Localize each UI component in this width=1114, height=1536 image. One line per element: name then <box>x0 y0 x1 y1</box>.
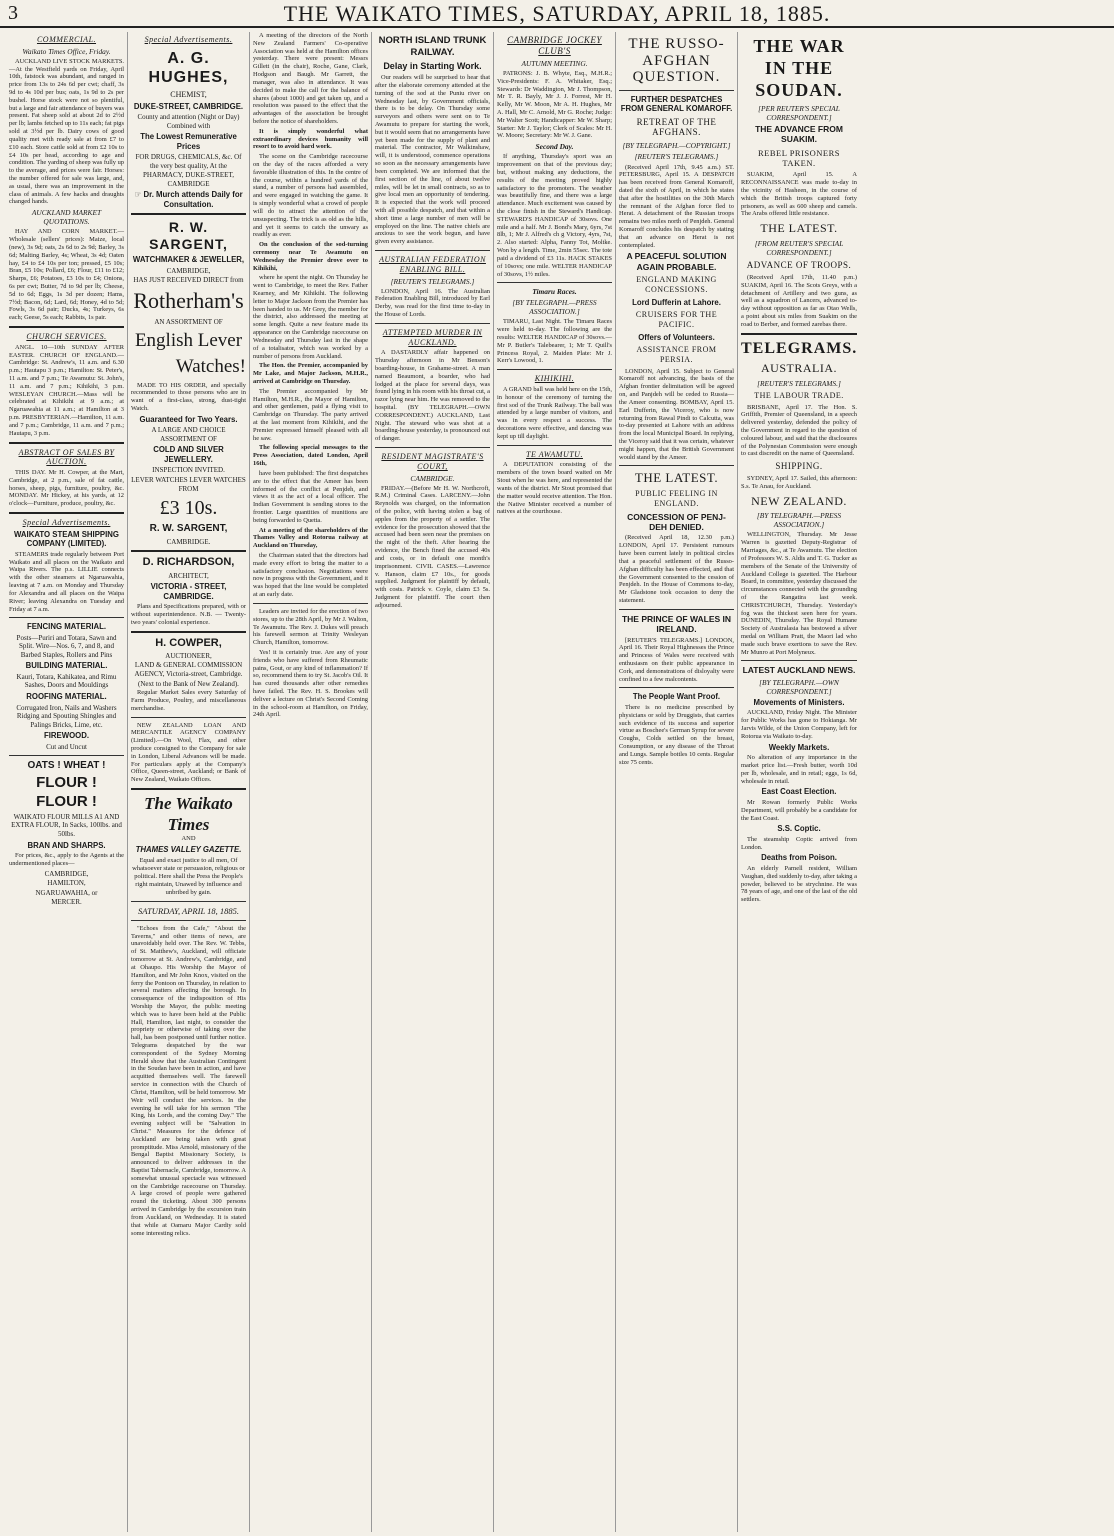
war-heading: THE WAR IN THE SOUDAN. <box>753 36 845 100</box>
local-news-text: "Echoes from the Cafe," "About the Taverns," and other items of news, are unavoidably held over. The Rev. W. Tebbs, of St. Matthew's, Auckland, will officiate tomorrow at St. Andrew's, Cambridge, and at Ohaupo. His Worship the Mayor of Hamilton, and Mr John Knox, visited on the ferry the Pontoon on Thursday, in relation to several matters affecting the borough. In consequence of the indisposition of His Worship the Mayor, the public meeting which was to have been held at the Public Hall, Hamilton, last night, to consider the propriety or otherwise of taking over the hall, has been postponed until further notice. Telegrams despatched by the war correspondent of the Sydney Morning Herald show that the Australian Contingent in the Soudan have been in action, and have acquitted themselves well. The farewell service in connection with the Church of Christ, Hamilton, will be held tomorrow. Mr Weir will conduct the services. In the evening he will take for his sermon "The King, his Lords, and the coming Day." The evening subject will be "Salvation in Christ." Measures for the defence of Auckland are being taken with great promptitude. Miss Arnold, missionary of the Bengal Baptist Missionary Society, is announced to deliver addresses in the Baptist Tabernacle, Cambridge, tomorrow. A somewhat unusual spectacle was witnessed on the Cambridge racecourse on Thursday. A large crowd of people were gathered round the ticketing. About 300 persons arrived in Cambridge by the excursion train from Auckland, on Wednesday. It is stated that while at Oamaru Major Cardiy sold some interesting relics. <box>131 924 246 1237</box>
abstract-text: THIS DAY. Mr H. Cowper, at the Mart, Cambridge, at 2 p.m., sale of fat cattle, horses, sheep, pigs, furniture, poultry, &c. MONDAY. Mr Hickey, at his yards, at 12 o'clock—Furniture, produce, poultry, &c. <box>9 469 124 508</box>
conclusion-text: where he spent the night. On Thursday he went to Cambridge, to meet the Rev. Father Kearney, and Mr Kihikihi. The following letter to Major Jackson from the Premier has been handed to us. Mr Grey, the member for the district, also addressed the meeting at some length. Quite a new feature made its appearance on the Cambridge racecourse on Wednesday and Thursday last in the shape of a totalisator, which was worked by a number of persons from Auckland. <box>253 274 368 360</box>
murder-text: A DASTARDLY affair happened on Thursday afternoon in Mr Benson's boarding-house, in Grahame-street. A man named Beaumont, a boarder, who had lodged at the place for several days, was found lying in his room with his throat cut, a razor lying near him. He was removed to the hospital. (BY TELEGRAPH.—OWN CORRESPONDENT.) AUCKLAND, Last Night. The steward who was shot at a boarding-house yesterday, is pronounced out of danger. <box>375 349 490 443</box>
divider <box>131 901 246 902</box>
telegrams-heading: TELEGRAMS. <box>741 339 858 357</box>
kihikihi-heading: KIHIKIHI. <box>534 374 575 384</box>
divider <box>619 687 734 688</box>
concession-heading: CONCESSION OF PENJ-DEH DENIED. <box>627 511 726 533</box>
new-zealand-sub: [BY TELEGRAPH.—PRESS ASSOCIATION.] <box>756 511 842 530</box>
prince-heading: THE PRINCE OF WALES IN IRELAND. <box>621 613 732 635</box>
court-text: FRIDAY.—(Before Mr H. W. Northcroft, R.M.) Criminal Cases. LARCENY.—John Reynolds was charged, on the information of the police, with having stolen a bag of apples from the property of a settler. The evidence for the prosecution showed that the accused had been seen near the premises on the night of the theft. After hearing the evidence, the Bench fined the accused 40s and costs, or in default one month's imprisonment. CIVIL CASES.—Lawrence v. Hanson, claim £7 10s., for goods supplied. Judgment for plaintiff by default, with costs. Patrick v. Coyle, claim £3 5s. Judgment for plaintiff. The court then adjourned. <box>375 484 490 609</box>
movements-heading: Movements of Ministers. <box>753 697 845 707</box>
place-cambridge: CAMBRIDGE, <box>44 869 89 878</box>
people-want-proof-heading: The People Want Proof. <box>632 692 721 702</box>
mills-text: WAIKATO FLOUR MILLS A1 AND EXTRA FLOUR, In Sacks, 100lbs. and 50lbs. <box>11 812 122 838</box>
cowper-name: H. COWPER, <box>155 636 222 649</box>
further-despatches: FURTHER DESPATCHES FROM GENERAL KOMAROFF. <box>620 94 733 113</box>
federation-heading: AUSTRALIAN FEDERATION ENABLING BILL. <box>379 255 486 274</box>
masthead <box>0 0 1114 28</box>
coptic-text: The steamship Coptic arrived from London. <box>741 835 857 851</box>
sargent-text-1: HAS JUST RECEIVED DIRECT from <box>133 276 244 285</box>
troops-text: (Received April 17th, 11.40 p.m.) SUAKIM, April 16. The Scots Greys, with a detachment of Artillery and two guns, as well as a squadron of Lancers, advanced to-day without opposition as far as Otao Wells, a point about six miles from Suakim on the road to Berber, and formed zarebas there. <box>741 273 857 328</box>
timaru-text: TIMARU, Last Night. The Timaru Races were held to-day. The following are the results: WELTER HANDICAP of 30sovs.—Mr P. Butler's Talebearer, 1; Mr T. Quill's Princess Royal, 2. Maiden Plate: Mr J. Kerr's Lowood, 1. <box>497 318 612 365</box>
timaru-sub: [BY TELEGRAPH.—PRESS ASSOCIATION.] <box>512 298 597 317</box>
te-awamutu-text: A DEPUTATION consisting of the members of the town board waited on Mr Stout when he was here, and represented the wants of the district. Mr Stout promised that the matter would receive attention. The Hon. the Native Minister received a number of natives at the courthouse. <box>497 461 612 516</box>
inspection: INSPECTION INVITED. <box>152 466 225 475</box>
divider <box>131 631 246 633</box>
prince-text: [REUTER'S TELEGRAMS.] LONDON, April 16. Their Royal Highnesses the Prince and Princess of Wales were received with enthusiasm on their public appearance in Cork, and demonstrations of disloyalty were confined to a few malcontents. <box>619 636 734 683</box>
lever-from: LEVER WATCHES LEVER WATCHES FROM <box>131 475 246 493</box>
flag-and: AND <box>181 835 196 843</box>
richardson-text: Plans and Specifications prepared, with or without superintendence. N.B. — Twenty-two years' colonial experience. <box>131 603 246 626</box>
divider <box>497 445 612 446</box>
divider <box>741 660 857 661</box>
new-zealand-heading: NEW ZEALAND. <box>751 493 847 508</box>
east-coast-heading: East Coast Election. <box>761 787 837 797</box>
second-day-heading: Second Day. <box>535 142 574 152</box>
sargent-title: WATCHMAKER & JEWELLER, <box>132 255 245 265</box>
column-advertisements <box>128 32 250 1532</box>
shareholders-text: the Chairman stated that the directors had made every effort to bring the matter to a satisfactory conclusion. Negotiations were now in progress with the Government, and it was hoped that the line would be completed at an early date. <box>253 552 368 599</box>
commercial-text: AUCKLAND LIVE STOCK MARKETS.—At the Westfield yards on Friday, April 10th, fatstock was abundant, and ranged in price from 13s to 24s 6d per cwt; chaff, 3s 9d to 4s 10d per bus; oats, 1s 9d to 2s per bushel. Horse stock were not so plentiful, but a large and fair attendance of buyers was present. Fat sheep sold at about 2d to 2½d per lb; lambs fetched up to 11s each; fat pigs sold at 3½d per lb. Dairy cows of good quality met with ready sale at from £7 to £10 each. Store cattle sold at from £2 10s to £4 10s per head, according to age and condition. The yarding of sheep was fully up to the average, and prices were fair. Horses: the number offered for sale was large, and, as usual, there was an improvement in the class of animals. A few hacks and draughts changed hands. <box>9 57 124 206</box>
richardson-address: VICTORIA - STREET, CAMBRIDGE. <box>150 582 227 601</box>
firewood-text: Cut and Uncut <box>46 742 87 751</box>
hughes-text-2: The Lowest Remunerative Prices <box>140 132 237 151</box>
building-heading: BUILDING MATERIAL. <box>25 661 108 671</box>
timaru-heading: Timaru Races. <box>532 287 577 297</box>
hughes-title: CHEMIST, <box>170 89 207 99</box>
cowper-text: Regular Market Sales every Saturday of Farm Produce, Poultry, and miscellaneous merchandise. <box>131 689 246 712</box>
wonderful-heading: It is simply wonderful what extraordinary devices humanity will resort to to avoid hard work. <box>253 127 368 151</box>
divider <box>9 326 124 328</box>
column-railway <box>372 32 494 1532</box>
flour-line: FLOUR ! FLOUR ! <box>36 774 97 810</box>
guaranteed: Guaranteed for Two Years. <box>139 414 238 424</box>
column-local-news <box>250 32 372 1532</box>
gold-silver: COLD AND SILVER JEWELLERY. <box>153 445 224 464</box>
dufferin-heading: Lord Dufferin at Lahore. <box>632 297 721 307</box>
conclusion-heading: On the conclusion of the sod-turning ceremony near Te Awamutu on Wednesday the Premier drove over to Kihikihi, <box>253 241 368 272</box>
commercial-heading: COMMERCIAL. <box>36 35 97 44</box>
english-lever: English Lever <box>134 330 243 352</box>
special-messages-text: have been published: The first despatches are to the effect that the Ameer has been informed of the conflict at Penjdeh, and views it as the act of a local officer. The Indian Government is sending stores to the frontier. Large quantities of munitions are being forwarded to Quetta. <box>253 469 368 524</box>
place-mercer: MERCER. <box>51 898 82 907</box>
england-concessions: ENGLAND MAKING CONCESSIONS. <box>636 275 717 294</box>
divider <box>619 90 734 91</box>
divider <box>741 333 857 335</box>
divider <box>375 447 490 448</box>
peace-text: LONDON, April 15. Subject to General Komaroff not advancing, the basis of the Afghan frontier delimitation will be agreed on, and Panjdeh will be ceded to Russia—the Ameer consenting. BOMBAY, April 15. Earl Dufferin, the Viceroy, who is now returning from Rawal Pindi to Calcutta, was to-day presented at Lahore with an address from the local Municipal Board. In replying, the Viceroy said that it was certain, whatever might happen, that the British Government would stand by the Ameer. <box>619 367 734 461</box>
murder-heading: ATTEMPTED MURDER IN AUCKLAND. <box>382 327 483 347</box>
divider <box>253 603 368 604</box>
newspaper-flag: The Waikato Times <box>144 794 233 834</box>
advance-heading: THE ADVANCE FROM SUAKIM. <box>755 123 843 145</box>
cowper-sub: LAND & GENERAL COMMISSION AGENCY, Victoria-street, Cambridge. <box>134 661 243 678</box>
building-text: Kauri, Totara, Kahikatea, and Rimu Sashes, Doors and Mouldings <box>16 672 117 690</box>
cruisers-heading: CRUISERS FOR THE PACIFIC. <box>635 310 718 329</box>
column-russo-afghan <box>616 32 738 1532</box>
australia-sub: [REUTER'S TELEGRAMS.] <box>757 378 841 388</box>
divider <box>131 788 246 790</box>
fencing-heading: FENCING MATERIAL. <box>26 622 107 632</box>
sargent-signature: R. W. SARGENT, <box>149 523 228 535</box>
australia-heading: AUSTRALIA. <box>761 361 837 376</box>
offers-heading: Offers of Volunteers. <box>638 332 715 342</box>
divider <box>497 369 612 370</box>
latest-heading: THE LATEST. <box>760 221 838 236</box>
deaths-heading: Deaths from Poison. <box>761 853 837 863</box>
second-day-text: If anything, Thursday's sport was an improvement on that of the previous day; but, without making any deductions, the results of the meeting proved highly satisfactory to the promoters. The weather was beautifully fine, and there was a large attendance. Much excitement was caused by the close finish in the Steward's Handicap. STEWARD'S HANDICAP of 30sovs. One mile and a half. Mr J. Bond's Mary, 6yrs, 7st 8lb, 1; Mr J. Alfred's ch g Victory, 4yrs, 7st, 2. Also started: Alpha, Fanny Tot, Moltke. Won by a length. Time, 2min 55sec. The tote paid a dividend of £3 11s. HACK STAKES of 10sovs; one mile. WELTER HANDICAP of 30sovs, 1½ miles. <box>497 153 612 278</box>
russo-text: (Received April 17th, 9.45 a.m.) ST. PETERSBURG, April 15. A DESPATCH has been received from General Komaroff, dated the sixth of April, in which he states that after the hostilities on the 30th March the remnant of the Afghan force fled to Herat. A detachment of the Russian troops remains two miles north of Penjdeh. General Komaroff concludes his despatch by stating that an advance on Herat is not contemplated. <box>619 163 734 249</box>
flag-motto: Equal and exact justice to all men, Of whatsoever state or persuasion, religious or political. Here shall the Press the People's right maintain, Unawed by influence and unbribed by gain. <box>132 856 245 896</box>
court-heading: RESIDENT MAGISTRATE'S COURT, <box>381 452 484 471</box>
kihikihi-text: A GRAND ball was held here on the 15th, in honour of the ceremony of turning the first sod of the Trunk Railway. The ball was attended by a large number of visitors, and was in every respect a success. The decorations were effective, and dancing was kept up till daylight. <box>497 386 612 440</box>
column-commercial <box>6 32 128 1532</box>
reuter-telegrams: [REUTER'S TELEGRAMS.] <box>634 152 719 162</box>
sargent-signature-town: CAMBRIDGE. <box>166 537 211 546</box>
oats-wheat-line: OATS ! WHEAT ! <box>27 760 106 772</box>
trunk-railway-subheading: Delay in Starting Work. <box>383 61 482 72</box>
premier-heading: The Hon. the Premier, accompanied by Mr Lake, and Major Jackson, M.H.R., arrived at Cambridge on Thursday. <box>253 362 368 385</box>
divider <box>375 323 490 324</box>
hughes-text-4: PHARMACY, DUKE-STREET, CAMBRIDGE <box>143 171 234 188</box>
special-ads-heading: Special Advertisements. <box>22 518 111 528</box>
weekly-markets-heading: Weekly Markets. <box>768 742 830 752</box>
special-messages-heading: The following special messages to the Press Association, dated London, April 16th, <box>253 444 368 468</box>
steam-company-text: STEAMERS trade regularly between Port Waikato and all places on the Waikato and Waipa Rivers. The p.s. LILLIE connects with the other steamers at Ngaruawahia, leaving at 7 a.m. on Monday and Thursday for Alexandra and all places on the Waipa River; leaving Alexandra on Tuesday and Friday at 7 a.m. <box>9 550 124 613</box>
australia-text: BRISBANE, April 17. The Hon. S. Griffith, Premier of Queensland, in a speech delivered yesterday, defended the policy of the Government in regard to the question of coloured labour, and said that the disclosures of the Polynesian Commission were enough to cast discredit on the name of Queensland. <box>741 403 857 458</box>
movements-text: AUCKLAND, Friday Night. The Minister for Public Works has gone to Hokianga. Mr Jarvis Wilde, of the Union Company, left for Rotorua via Waikato to-day. <box>741 709 857 740</box>
jockey-club-sub: AUTUMN MEETING. <box>521 58 588 68</box>
divider <box>9 442 124 444</box>
peaceful-heading: A PEACEFUL SOLUTION AGAIN PROBABLE. <box>626 251 727 272</box>
market-text: HAY AND CORN MARKET.—Wholesale (sellers' prices): Maize, local (new), 3s 9d; oats, 2s 6d to 2s 9d; Barley, 3s 6d; Malting Barley, 4s; Wheat, 3s 4d; Oaten hay, £4 to £4 10s per ton; pressed, £5 10s; Bran, £5 10s; Pollard, £6; Flour, £11 to £12; Sharps, £6; Potatoes, £3 10s to £4; Onions, 6s per cwt; Butter, 7d to 9d per lb; Cheese, 5d to 6d; Eggs, 1s 3d per dozen; Hams, 7½d; Bacon, 6d; Lard, 6d; Honey, 4d to 5d; Fowls, 3s 6d pair; Ducks, 4s; Turkeys, 6s each; Geese, 5s each; Rabbits, 1s pair. <box>9 228 124 322</box>
hughes-text-1: County and attention (Night or Day) Combined with <box>137 113 240 130</box>
church-text: ANGL. 10—10th SUNDAY AFTER EASTER. CHURCH OF ENGLAND.—Cambridge: St. Andrew's, 11 a.m. and 6.30 p.m.; Hautapu 3 p.m.; Hamilton: St. Peter's, 11 a.m. and 7 p.m.; Te Awamutu: St. John's, 11 a.m. and 7 p.m.; Kihikihi, 3 p.m. WESLEYAN CHURCH.—Mass will be celebrated at Kihikihi at 9 a.m.; at Ngaruawahia at 11 a.m.; at Hamilton at 3 p.m. PRESBYTERIAN.—Hamilton, 11 a.m. and 7 p.m.; Cambridge, 11 a.m. and 7 p.m.; Hautapu, 3 p.m. <box>9 343 124 437</box>
price: £3 10s. <box>159 497 218 520</box>
deaths-text: An elderly Parnell resident, William Vaughan, died suddenly to-day, after taking a powder, believed to be strychnine. He was 78 years of age, and one of the last of the old settlers. <box>741 864 857 904</box>
columns <box>6 32 1108 1532</box>
concession-text: (Received April 18, 12.30 p.m.) LONDON, April 17. Persistent rumours have been current lately in political circles that a peaceful settlement of the Russo-Afghan difficulty has been effected, and that the Government consented to the cession of Penjdeh. In the House of Commons to-day, Mr Gladstone took occasion to deny the statement. <box>619 534 734 604</box>
weekly-markets-text: No alteration of any importance in the market price list.—Fresh butter, worth 10d per lb, wholesale, and in retail; eggs, 1s 6d, wholesale in retail. <box>741 754 857 785</box>
church-heading: CHURCH SERVICES. <box>26 332 107 342</box>
divider <box>619 465 734 466</box>
sargent-text-3: MADE TO HIS ORDER, and specially recommended to those persons who are in want of a first-class, strong, dust-tight Watch. <box>131 381 246 413</box>
date-line: SATURDAY, APRIL 18, 1885. <box>137 905 240 916</box>
column-sport <box>494 32 616 1532</box>
shareholders-heading: At a meeting of the shareholders of the Thames Valley and Rotorua railway at Auckland on Thursday, <box>253 526 368 550</box>
place-hamilton: HAMILTON, <box>47 879 86 888</box>
watches: Watches! <box>175 356 246 378</box>
page-number: 3 <box>8 2 18 24</box>
advance-troops-heading: ADVANCE OF TROOPS. <box>746 259 852 270</box>
east-coast-text: Mr Rowan formerly Public Works Department, will probably be a candidate for the East Coast. <box>741 798 857 822</box>
jockey-club-text: PATRONS: J. B. Whyte, Esq., M.H.R.; Vice-Presidents: F. A. Whitaker, Esq.; Stewards: Dr Waddington, Mr J. Thompson, Mr T. R. Bayly, Mr J. J. Forrest, Mr H. Kelly, Mr W. Moon, Mr A. H. Hughes, Mr A. Hall, Mr C. Arnold, Mr G. Roche; Judge: Mr Walter Scott; Handicapper: Mr W. Sharp; Starter: Mr J. Taylor; Clerk of Scales: Mr H. W. Moore; Secretary: Mr W. J. Gane. <box>497 69 612 140</box>
retreat-heading: RETREAT OF THE AFGHANS. <box>636 116 717 138</box>
special-ads-heading: Special Advertisements. <box>144 35 233 44</box>
sargent-text-4: A LARGE AND CHOICE ASSORTMENT OF <box>151 426 226 443</box>
abstract-heading: ABSTRACT OF SALES BY AUCTION. <box>18 447 115 467</box>
divider <box>9 512 124 514</box>
nz-loan-text: NEW ZEALAND LOAN AND MERCANTILE AGENCY COMPANY (Limited).—On Wool, Flax, and other produce consigned to the Company for sale in London, Liberal Advances will be made. For particulars apply at the Company's Office, Queen-street, Auckland; or Bank of New Zealand, Waikato Offices. <box>131 721 246 784</box>
labour-heading: THE LABOUR TRADE. <box>754 390 844 400</box>
divider <box>375 250 490 251</box>
federation-text: LONDON, April 16. The Australian Federation Enabling Bill, introduced by Earl Derby, was read for the first time to-day in the House of Lords. <box>375 287 490 318</box>
federation-sub: [REUTER'S TELEGRAMS.] <box>390 276 475 286</box>
hughes-text-3: FOR DRUGS, CHEMICALS, &c. Of the very best quality, At the <box>135 153 242 170</box>
steam-company-name: WAIKATO STEAM SHIPPING COMPANY (LIMITED). <box>14 529 119 549</box>
leaders-text: Leaders are invited for the erection of two stores, up to the 28th April, by Mr J. Walton, Te Awamutu. The Rev. J. Dukes will preach his farewell sermon at Trinity Wesleyan Church, Hamilton, tomorrow. <box>253 607 368 647</box>
sargent-text-2: AN ASSORTMENT OF <box>154 317 223 326</box>
rotherhams: Rotherham's <box>133 287 244 313</box>
trunk-railway-text: Our readers will be surprised to hear that after the elaborate ceremony attended at the turning of the sod at the Puniu river on Wednesday last, by Government officials, there is to be delay. On Thursday some surveyors and others were sent on to Te Awamutu to prepare for starting the work, but it would seem that no arrangements have yet been made for the supply of plant and material. The contractor, Mr Walkinshaw, will, it is understood, commence operations so soon as the necessary arrangements have been completed. We are informed that the first section of the line, of about twelve miles, will be let in small contracts, so as to give local men an opportunity of tendering. It is expected that the work will proceed with all possible despatch, and that within a short time a large number of men will be employed on the line. The native chiefs are anxious to see the work begun, and have given every assistance. <box>375 74 490 246</box>
hughes-text-5: ☞ Dr. Murch attends Daily for Consultation. <box>134 190 243 209</box>
flag-subtitle: THAMES VALLEY GAZETTE. <box>135 845 242 855</box>
commercial-dateline: Waikato Times Office, Friday. <box>22 46 111 56</box>
wonderful-text: The scene on the Cambridge racecourse on the day of the races afforded a very favorable illustration of this. In the centre of the course, within a hundred yards of the stand, a number of persons had assembled, and were engaged in watching the game. It is simply wonderful what a crowd of people will do to attract the attention of the unsuspecting. The trick is as old as the hills, and yet it seems to catch the unwary as readily as ever. <box>253 153 368 239</box>
hughes-address: DUKE-STREET, CAMBRIDGE. <box>133 101 244 111</box>
divider <box>9 617 124 618</box>
divider <box>131 550 246 552</box>
fencing-text: Posts—Puriri and Totara, Sawn and Split. Wire—Nos. 6, 7, and 8, and Barbed Staples, Rollers and Pins <box>16 633 117 659</box>
by-telegraph: [BY TELEGRAPH.—COPYRIGHT.] <box>622 141 731 151</box>
public-feeling: PUBLIC FEELING IN ENGLAND. <box>635 489 718 509</box>
roofing-heading: ROOFING MATERIAL. <box>26 692 107 701</box>
te-awamutu-heading: TE AWAMUTU. <box>526 449 583 459</box>
firewood-heading: FIREWOOD. <box>43 731 90 741</box>
russo-afghan-heading: THE RUSSO-AFGHAN QUESTION. <box>628 36 725 85</box>
divider <box>131 717 246 718</box>
auckland-news-heading: LATEST AUCKLAND NEWS. <box>742 665 856 676</box>
rebel-heading: REBEL PRISONERS TAKEN. <box>757 147 841 168</box>
divider <box>131 213 246 215</box>
sargent-name: R. W. SARGENT, <box>149 219 228 253</box>
people-want-proof-text: There is no medicine prescribed by physicians or sold by Druggists, that carries such evidence of its success and superior virtue as Boschee's German Syrup for severe Coughs, Colds settled on the breast, Consumption, or any disease of the Throat and Lungs. Sample bottles 10 cents. Regular size 75 cents. <box>619 703 734 766</box>
divider <box>131 920 246 921</box>
trunk-railway-heading: NORTH ISLAND TRUNK RAILWAY. <box>378 35 487 58</box>
new-zealand-text: WELLINGTON, Thursday. Mr Jesse Warren is gazetted Deputy-Registrar of Marriages, &c., at Te Awamutu. The election of Professors W. S. Aldis and T. G. Tucker as members of the Senate of the University of Auckland College is gazetted. The Harbour Board, in committee, yesterday discussed the circumstances connected with the grounding of the Rangatira last week. CHRISTCHURCH, Thursday. Yesterday's fog was the thickest seen here for years. DUNEDIN, Thursday. The Royal Humane Society of Australasia has bestowed a silver medal on William Pratt, the Maori lad who made such brave exertions to save the Rev. Mr Munro at Port Molyneux. <box>741 531 857 656</box>
meeting-text: A meeting of the directors of the North New Zealand Farmers' Co-operative Association was held at the Hamilton offices yesterday. There were present: Messrs Gillett (in the chair), Roche, Gane, Clark, Hodgson and Baugh. Mr Garrett, the manager, was also in attendance. It was decided to make the call for the balance of shares (about 1000) and get taken up, and a resolution was passed to the effect that the advantages of the association be brought before the notice of shareholders. <box>253 32 368 125</box>
advertisement-text: Yes! it is certainly true. Are any of your friends who have suffered from Rheumatic pains, Gout, or any kind of inflammation? If so, recommend them to try St. Jacob's Oil. It has cured thousands after other remedies have failed. The Rev. H. S. Brookes will deliver a lecture on Christ's Second Coming in the school-room at Hamilton, on Friday, 24th April. <box>253 648 368 719</box>
divider <box>619 609 734 610</box>
cowper-title: AUCTIONEER, <box>165 651 212 660</box>
auckland-news-sub: [BY TELEGRAPH.—OWN CORRESPONDENT.] <box>759 677 839 696</box>
shipping-heading: SHIPPING. <box>775 461 823 472</box>
court-sub: CAMBRIDGE. <box>410 473 455 483</box>
column-war-telegrams <box>738 32 860 1532</box>
masthead-title: THE WAIKATO TIMES, SATURDAY, APRIL 18, 1885. <box>283 1 831 26</box>
divider <box>497 282 612 283</box>
latest-sub: [FROM REUTER'S SPECIAL CORRESPONDENT.] <box>754 238 844 257</box>
roofing-text: Corrugated Iron, Nails and Washers Ridging and Spouting Shingles and Palings Bricks, Lime, etc. <box>16 703 117 729</box>
shipping-text: SYDNEY, April 17. Sailed, this afternoon: S.s. Te Anau, for Auckland. <box>741 475 857 490</box>
place-ngaruawahia: NGARUAWAHIA, or <box>35 888 98 897</box>
coptic-heading: S.S. Coptic. <box>777 824 821 834</box>
war-text: SUAKIM, April 15. A RECONNAISSANCE was made to-day in the vicinity of Hasheen, in the course of which the British troops captured forty prisoners, as well as 600 sheep and camels. The Arabs offered little resistance. <box>741 171 857 218</box>
latest-heading: THE LATEST. <box>634 470 719 486</box>
war-sub: [PER REUTER'S SPECIAL CORRESPONDENT.] <box>758 103 840 122</box>
richardson-name: D. RICHARDSON, <box>142 556 235 569</box>
divider <box>9 755 124 756</box>
jockey-club-heading: CAMBRIDGE JOCKEY CLUB'S <box>507 35 602 56</box>
bran-line: BRAN AND SHARPS. <box>27 840 106 850</box>
richardson-title: ARCHITECT, <box>168 571 209 580</box>
hughes-name: A. G. HUGHES, <box>148 49 229 87</box>
sargent-town: CAMBRIDGE, <box>166 266 211 275</box>
prices-text: For prices, &c., apply to the Agents at the undermentioned places— <box>9 852 124 867</box>
market-heading: AUCKLAND MARKET QUOTATIONS. <box>31 208 102 227</box>
assistance-heading: ASSISTANCE FROM PERSIA. <box>636 345 717 364</box>
premier-text: The Premier accompanied by Mr Hamilton, M.H.R., the Mayor of Hamilton, and other gentlemen, paid a flying visit to Cambridge on Thursday. The party arrived at the last moment from Kihikihi, and the Premier expressed himself pleased with all he saw. <box>253 387 368 442</box>
cowper-note: (Next to the Bank of New Zealand). <box>138 679 239 688</box>
